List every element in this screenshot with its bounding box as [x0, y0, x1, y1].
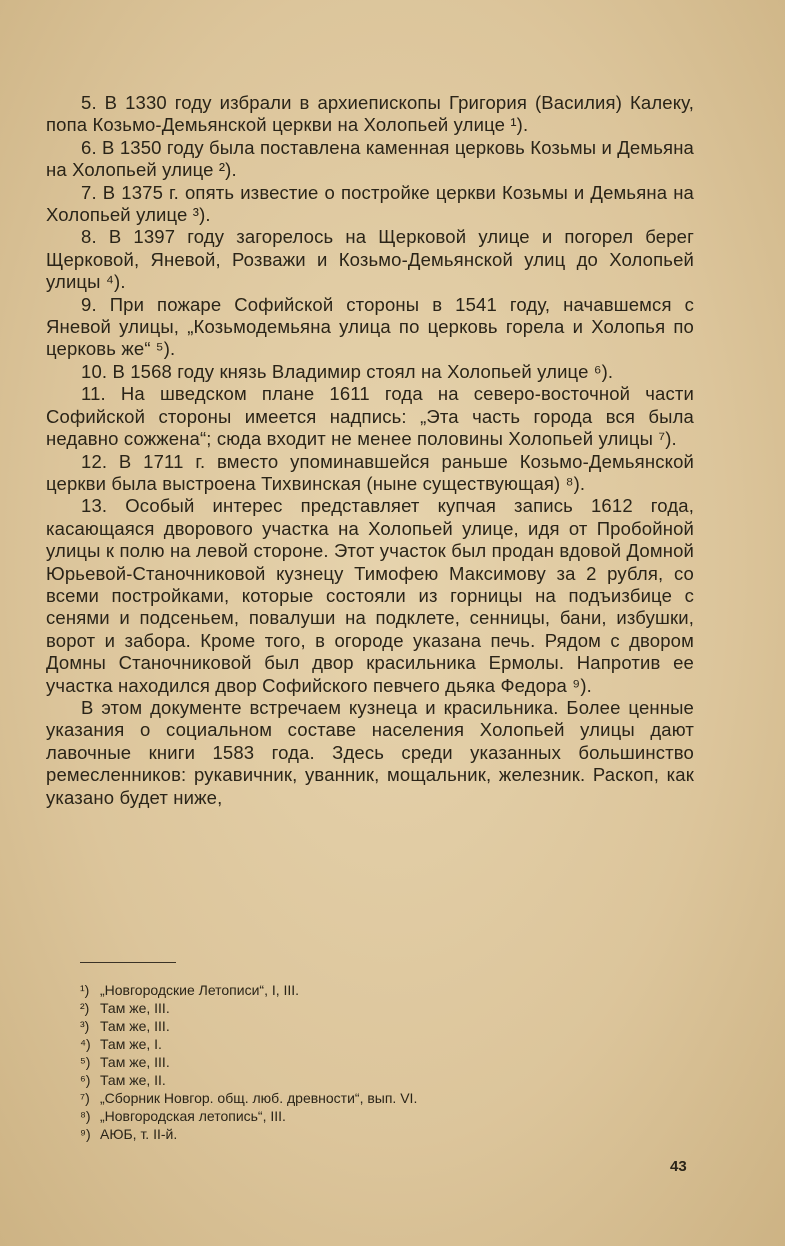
paragraph-8: 8. В 1397 году загорелось на Щерковой улице и погорел берег Щерковой, Яневой, Розважи и Козьмо-Демьянской улиц до Холопьей улицы ⁴). [46, 226, 694, 293]
footnote-text: АЮБ, т. II-й. [100, 1126, 178, 1142]
footnote [80, 1089, 680, 1107]
footnote-text: „Новгородская летопись“, III. [100, 1108, 286, 1124]
footnote-number: ³) [80, 1018, 90, 1034]
footnote-number: ⁶) [80, 1072, 91, 1088]
footnote-text: Там же, III. [100, 1018, 170, 1034]
main-text [46, 92, 694, 809]
footnote [80, 1125, 680, 1143]
footnote [80, 1035, 680, 1053]
footnote-divider [80, 962, 176, 963]
footnote-text: „Новгородские Летописи“, I, III. [100, 982, 300, 998]
footnote [80, 1053, 680, 1071]
paragraph-12: 12. В 1711 г. вместо упоминавшейся раньше Козьмо-Демьянской церкви была выстроена Тихвинская (ныне существующая) ⁸). [46, 450, 694, 494]
paragraph-5: 5. В 1330 году избрали в архиепископы Григория (Василия) Калеку, попа Козьмо-Демьянской церкви на Холопьей улице ¹). [46, 92, 694, 136]
paragraph-10: 10. В 1568 году князь Владимир стоял на Холопьей улице ⁶). [81, 360, 614, 382]
paragraph-13: 13. Особый интерес представляет купчая запись 1612 года, касающаяся дворового участка на Холопьей улице, идя от Пробойной улицы к полю на левой стороне. Этот участок был продан вдовой Домной Юрьевой-Станочниковой кузнецу Тимофею Максимову за 2 рубля, со всеми постройками, которые состояли из горницы на подъизбице с сенями и подсеньем, повалуши на подклете, сенницы, бани, избушки, ворот и забора. Кроме того, в огороде указана печь. Рядом с двором Домны Станочниковой был двор красильника Ермолы. Напротив ее участка находился двор Софийского певчего дьяка Федора ⁹). [46, 495, 694, 696]
footnote-number: ¹) [80, 982, 90, 998]
footnotes-list [80, 981, 680, 1143]
paragraph-9: 9. При пожаре Софийской стороны в 1541 году, начавшемся с Яневой улицы, „Козьмодемьяна улица по церковь горела и Холопья по церковь же“ ⁵). [46, 293, 694, 360]
footnote [80, 999, 680, 1017]
footnote-text: „Сборник Новгор. общ. люб. древности“, вып. VI. [100, 1090, 418, 1106]
footnote-text: Там же, I. [100, 1036, 162, 1052]
paragraph-7: 7. В 1375 г. опять известие о постройке церкви Козьмы и Демьяна на Холопьей улице ³). [46, 181, 694, 226]
paragraph-11: 11. На шведском плане 1611 года на северо-восточной части Софийской стороны имеется надпись: „Эта часть города вся была недавно сожжена“; сюда входит не менее половины Холопьей улицы ⁷). [46, 383, 694, 450]
paragraph-document-discussion: В этом документе встречаем кузнеца и красильника. Более ценные указания о социальном составе населения Холопьей улицы дают лавочные книги 1583 года. Здесь среди указанных большинство ремесленников: рукавичник, уванник, мощальник, железник. Раскоп, как указано будет ниже, [46, 696, 694, 808]
footnote-number: ⁷) [80, 1090, 90, 1106]
page-number: 43 [670, 1158, 687, 1175]
footnote [80, 1107, 680, 1125]
footnote-number: ²) [80, 1000, 90, 1016]
footnote [80, 1071, 680, 1089]
footnote-number: ⁵) [80, 1054, 91, 1070]
footnote-text: Там же, III. [100, 1000, 170, 1016]
footnote-number: ⁴) [80, 1036, 91, 1052]
footnote-text: Там же, II. [100, 1072, 166, 1088]
footnote-text: Там же, III. [100, 1054, 170, 1070]
footnote-number: ⁸) [80, 1108, 91, 1124]
footnote [80, 1017, 680, 1035]
footnote [80, 981, 680, 999]
footnote-number: ⁹) [80, 1126, 91, 1142]
paragraph-6: 6. В 1350 году была поставлена каменная церковь Козьмы и Демьяна на Холопьей улице ²). [46, 136, 694, 181]
